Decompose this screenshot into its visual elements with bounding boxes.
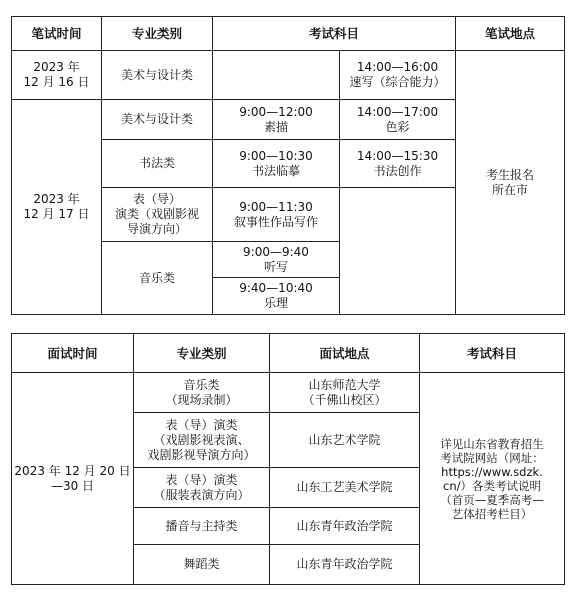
location-cell: 考生报名 所在市 (456, 51, 565, 315)
date-cell: 2023 年 12 月 17 日 (12, 100, 102, 315)
subject-cell: 14:00—15:30 书法创作 (340, 140, 456, 188)
subject-cell-empty (340, 188, 456, 315)
location-cell: 山东师范大学 （千佛山校区） (270, 373, 420, 413)
date-cell: 2023 年 12 月 16 日 (12, 51, 102, 100)
location-cell: 山东工艺美术学院 (270, 468, 420, 508)
header-interview-location: 面试地点 (270, 334, 420, 373)
written-exam-table (11, 16, 565, 315)
subject-cell: 9:00—9:40 听写 (213, 242, 340, 278)
subject-cell: 14:00—17:00 色彩 (340, 100, 456, 140)
location-cell: 山东艺术学院 (270, 413, 420, 468)
subject-cell-empty (213, 51, 340, 100)
subject-cell: 9:00—12:00 素描 (213, 100, 340, 140)
subject-cell: 9:00—10:30 书法临摹 (213, 140, 340, 188)
header-subjects: 考试科目 (420, 334, 565, 373)
category-cell: 美术与设计类 (102, 51, 213, 100)
subject-cell: 9:00—11:30 叙事性作品写作 (213, 188, 340, 242)
location-cell: 山东青年政治学院 (270, 508, 420, 545)
header-written-location: 笔试地点 (456, 17, 565, 51)
date-cell: 2023 年 12 月 20 日 —30 日 (12, 373, 134, 585)
subject-cell: 9:40—10:40 乐理 (213, 278, 340, 315)
category-cell: 舞蹈类 (134, 545, 270, 585)
header-written-time: 笔试时间 (12, 17, 102, 51)
table-row (12, 373, 565, 413)
category-cell: 表（导）演类 （戏剧影视表演、 戏剧影视导演方向） (134, 413, 270, 468)
table-row (12, 51, 565, 100)
category-cell: 音乐类 （现场录制） (134, 373, 270, 413)
subject-cell: 14:00—16:00 速写（综合能力） (340, 51, 456, 100)
category-cell: 播音与主持类 (134, 508, 270, 545)
header-interview-time: 面试时间 (12, 334, 134, 373)
table-header-row (12, 17, 565, 51)
category-cell: 美术与设计类 (102, 100, 213, 140)
header-category: 专业类别 (134, 334, 270, 373)
table-header-row (12, 334, 565, 373)
header-category: 专业类别 (102, 17, 213, 51)
category-cell: 表（导）演类 （服装表演方向） (134, 468, 270, 508)
interview-table (11, 333, 565, 585)
location-cell: 山东青年政治学院 (270, 545, 420, 585)
category-cell: 表（导） 演类（戏剧影视 导演方向） (102, 188, 213, 242)
header-subjects: 考试科目 (213, 17, 456, 51)
category-cell: 音乐类 (102, 242, 213, 315)
subject-cell: 详见山东省教育招生 考试院网站（网址： https://www.sdzk. cn/）各类考试说明 （首页—夏季高考— 艺体招考栏目） (420, 373, 565, 585)
category-cell: 书法类 (102, 140, 213, 188)
